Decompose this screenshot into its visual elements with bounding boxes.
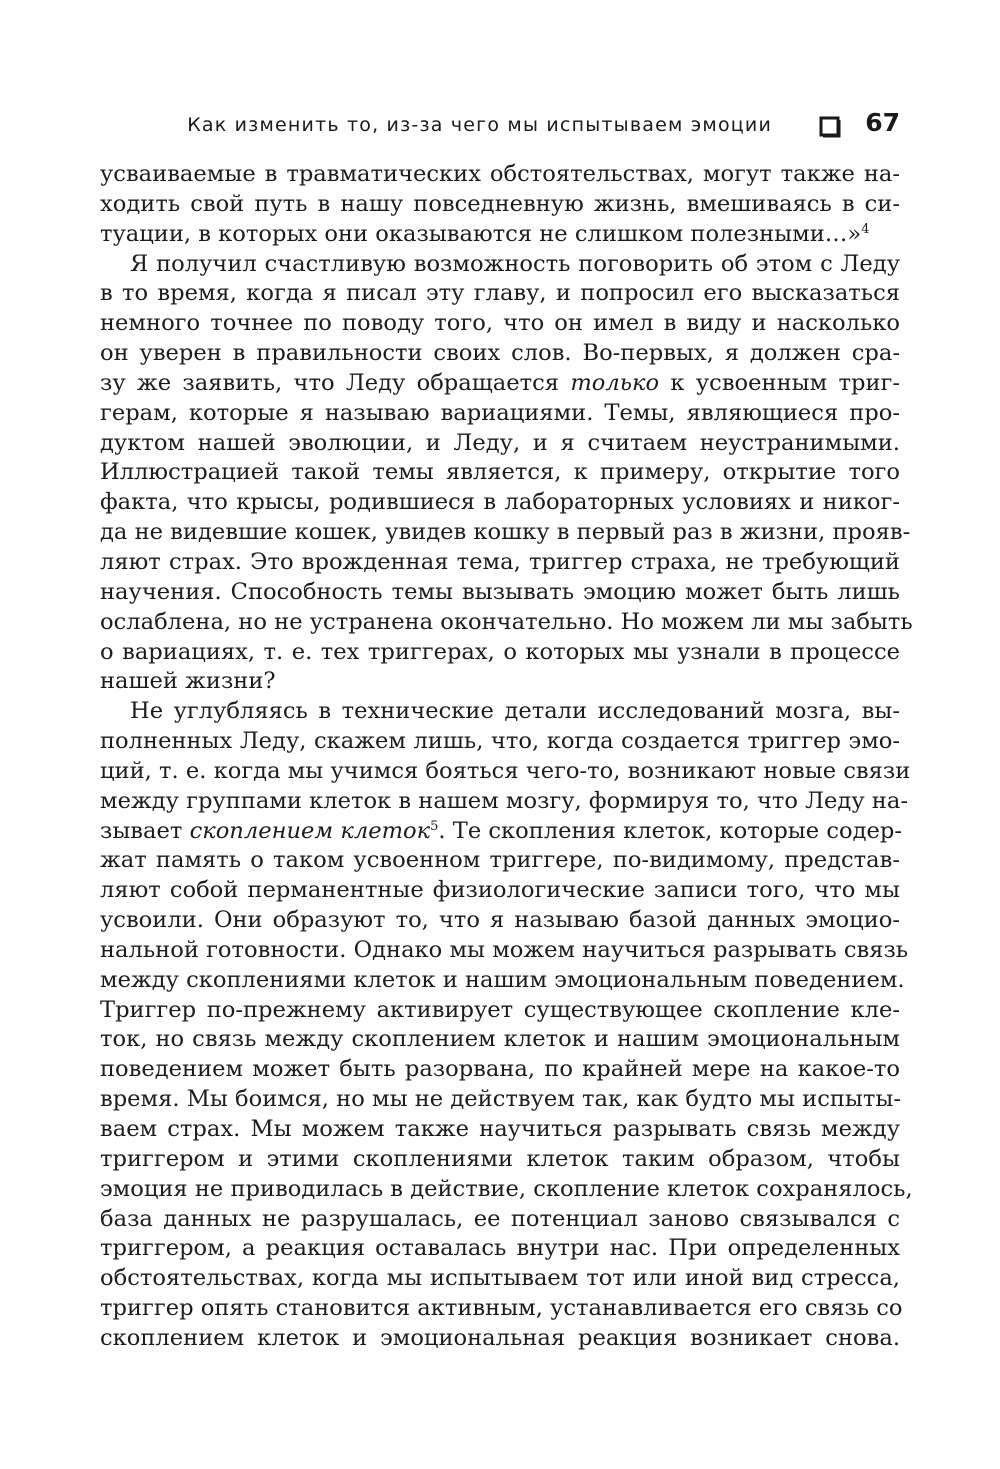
- text-line: ляют собой перманентные физиологические записи того, что мы: [100, 877, 900, 904]
- text-line: герам, которые я называю вариациями. Темы, являющиеся про-: [100, 399, 900, 426]
- text-line: научения. Способность темы вызывать эмоцию может быть лишь: [100, 578, 900, 605]
- text-line: Триггер по-прежнему активирует существующее скопление кле-: [100, 996, 900, 1023]
- text-line: да не видевшие кошек, увидев кошку в первый раз в жизни, прояв-: [100, 519, 911, 546]
- text-line: триггером, а реакция оставалась внутри нас. При определенных: [100, 1235, 900, 1262]
- paragraph-first-line: Я получил счастливую возможность поговорить об этом с Леду: [130, 250, 900, 277]
- text-line: ляют страх. Это врожденная тема, триггер страха, не требующий: [100, 548, 900, 575]
- text-line: триггер опять становится активным, устанавливается его связь со: [100, 1295, 903, 1322]
- text-line: в то время, когда я писал эту главу, и попросил его высказаться: [100, 280, 900, 307]
- page-number: 67: [865, 108, 900, 137]
- text-line: обстоятельствах, когда мы испытываем тот или иной вид стресса,: [100, 1265, 900, 1292]
- text-line: между скоплениями клеток и нашим эмоциональным поведением.: [100, 966, 905, 993]
- text-line: жат память о таком усвоенном триггере, по-видимому, представ-: [100, 847, 900, 874]
- footnote-marker: 5: [430, 818, 439, 834]
- text-line: время. Мы боимся, но мы не действуем так, как будто мы испыты-: [100, 1086, 902, 1113]
- text-line: усваиваемые в травматических обстоятельствах, могут также на-: [100, 161, 900, 187]
- text-line: Иллюстрацией такой темы является, к примеру, открытие того: [100, 459, 900, 486]
- text-line: [100, 369, 900, 399]
- text-line: нашей жизни?: [100, 668, 276, 695]
- text-line: ходить свой путь в нашу повседневную жизнь, вмешиваясь в си-: [100, 190, 900, 217]
- text-line: ваем страх. Мы можем также научиться разрывать связь между: [100, 1116, 900, 1142]
- text-line: немного точнее по поводу того, что он имел в виду и насколько: [100, 310, 900, 337]
- text-line: факта, что крысы, родившиеся в лабораторных условиях и никог-: [100, 489, 900, 516]
- text-line: ток, но связь между скоплением клеток и нашим эмоциональным: [100, 1026, 900, 1053]
- text-line: нальной готовности. Однако мы можем научиться разрывать связь: [100, 936, 909, 963]
- text-line: ослаблена, но не устранена окончательно. Но можем ли мы забыть: [100, 608, 913, 635]
- running-header: [100, 108, 900, 142]
- footnote-marker: 4: [861, 221, 870, 237]
- text-segment: [430, 818, 902, 844]
- text-line: усвоили. Они образуют то, что я называю базой данных эмоцио-: [100, 907, 900, 934]
- italic-emphasis: только: [570, 369, 660, 396]
- body-text: [100, 160, 913, 1354]
- text-line: [100, 817, 900, 847]
- text-line: о вариациях, т. е. тех триггерах, о которых мы узнали в процессе: [100, 638, 900, 665]
- text-segment: зывает: [100, 817, 190, 844]
- text-line: база данных не разрушалась, ее потенциал заново связывался с: [100, 1205, 900, 1232]
- text-line: полненных Леду, скажем лишь, что, когда создается триггер эмо-: [100, 728, 900, 755]
- running-title: Как изменить то, из-за чего мы испытываем эмоции: [187, 114, 772, 136]
- square-box-icon: [819, 116, 841, 138]
- text-line: он уверен в правильности своих слов. Во-первых, я должен сра-: [100, 340, 900, 367]
- text-segment: туации, в которых они оказываются не слишком полезными…»: [100, 220, 862, 247]
- text-line: дуктом нашей эволюции, и Леду, и я считаем неустранимыми.: [100, 429, 900, 456]
- text-segment: к усвоенным триг-: [659, 369, 900, 396]
- text-line: эмоция не приводилась в действие, скопление клеток сохранялось,: [100, 1175, 913, 1202]
- paragraph-first-line: Не углубляясь в технические детали исследований мозга, вы-: [130, 698, 900, 725]
- text-line: скоплением клеток и эмоциональная реакция возникает снова.: [100, 1324, 900, 1351]
- text-segment: зу же заявить, что Леду обращается: [100, 369, 571, 396]
- text-segment: . Те скопления клеток, которые содер-: [438, 817, 902, 844]
- text-line: ций, т. е. когда мы учимся бояться чего-то, возникают новые связи: [100, 757, 911, 784]
- text-line: триггером и этими скоплениями клеток таким образом, чтобы: [100, 1145, 900, 1172]
- italic-emphasis: скоплением клеток: [189, 817, 431, 844]
- text-line: поведением может быть разорвана, по крайней мере на какое-то: [100, 1056, 900, 1083]
- text-line: между группами клеток в нашем мозгу, формируя то, что Леду на-: [100, 787, 908, 814]
- text-line: [100, 220, 900, 250]
